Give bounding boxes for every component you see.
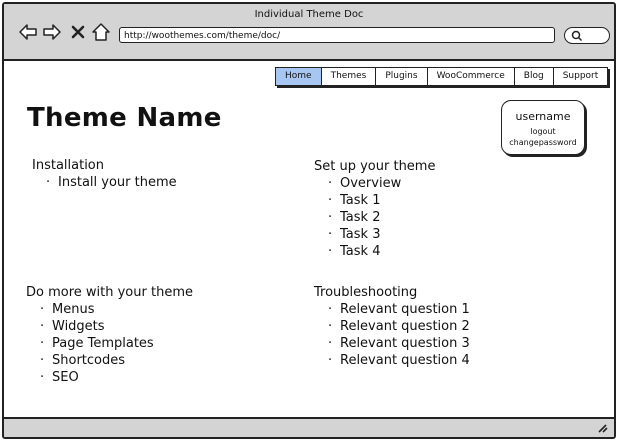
nav-item-woocommerce[interactable]: WooCommerce [428,68,515,85]
url-bar[interactable]: http://woothemes.com/theme/doc/ [119,27,555,43]
username-label: username [515,110,571,123]
section-do-more [26,284,193,386]
list-item[interactable]: · Menus [40,302,95,317]
bullet-icon: · [40,336,45,351]
title-bar [4,4,614,61]
nav-item-themes[interactable]: Themes [322,68,377,85]
bullet-icon: · [328,302,333,317]
resize-grip-icon[interactable] [596,421,608,436]
section-installation [32,157,177,191]
main-nav [275,67,608,86]
bullet-icon: · [328,244,333,259]
section-heading: Do more with your theme [26,285,193,300]
list-item[interactable]: · Install your theme [46,175,177,190]
search-icon [571,30,583,42]
list-item[interactable]: · Relevant question 4 [328,353,470,368]
bullet-icon: · [328,176,333,191]
window-title: Individual Theme Doc [254,9,364,20]
list-item[interactable]: · Task 4 [328,244,381,259]
bullet-icon: · [328,353,333,368]
bullet-icon: · [40,353,45,368]
status-bar [4,417,614,437]
bullet-icon: · [328,193,333,208]
forward-arrow-icon[interactable] [42,22,62,42]
list-item[interactable]: · Task 2 [328,210,381,225]
home-icon[interactable] [91,22,111,42]
list-item[interactable]: · Page Templates [40,336,154,351]
section-troubleshooting [314,284,470,369]
back-arrow-icon[interactable] [18,22,38,42]
bullet-icon: · [46,175,51,190]
list-item[interactable]: · Shortcodes [40,353,126,368]
page-title: Theme Name [27,103,222,133]
bullet-icon: · [328,227,333,242]
user-panel [501,100,585,155]
section-heading: Set up your theme [314,159,436,174]
list-item[interactable]: · Task 1 [328,193,381,208]
section-setup [314,158,435,260]
list-item[interactable]: · SEO [40,370,79,385]
bullet-icon: · [328,319,333,334]
list-item[interactable]: · Relevant question 1 [328,302,470,317]
list-item[interactable]: · Overview [328,176,402,191]
close-icon[interactable] [68,22,88,42]
bullet-icon: · [328,336,333,351]
nav-item-support[interactable]: Support [562,71,599,81]
list-item[interactable]: · Task 3 [328,227,381,242]
bullet-icon: · [40,370,45,385]
nav-item-plugins[interactable]: Plugins [376,68,427,85]
nav-item-home[interactable]: Home [276,68,322,85]
list-item[interactable]: · Widgets [40,319,105,334]
list-item[interactable]: · Relevant question 2 [328,319,470,334]
bullet-icon: · [328,210,333,225]
browser-search-box[interactable] [564,27,610,44]
change-password-link[interactable]: changepassword [509,138,577,147]
list-item[interactable]: · Relevant question 3 [328,336,470,351]
section-heading: Troubleshooting [314,285,418,300]
browser-window [2,2,616,439]
bullet-icon: · [40,319,45,334]
section-heading: Installation [32,158,105,173]
bullet-icon: · [40,302,45,317]
logout-link[interactable]: logout [530,127,556,136]
nav-item-blog[interactable]: Blog [515,68,554,85]
